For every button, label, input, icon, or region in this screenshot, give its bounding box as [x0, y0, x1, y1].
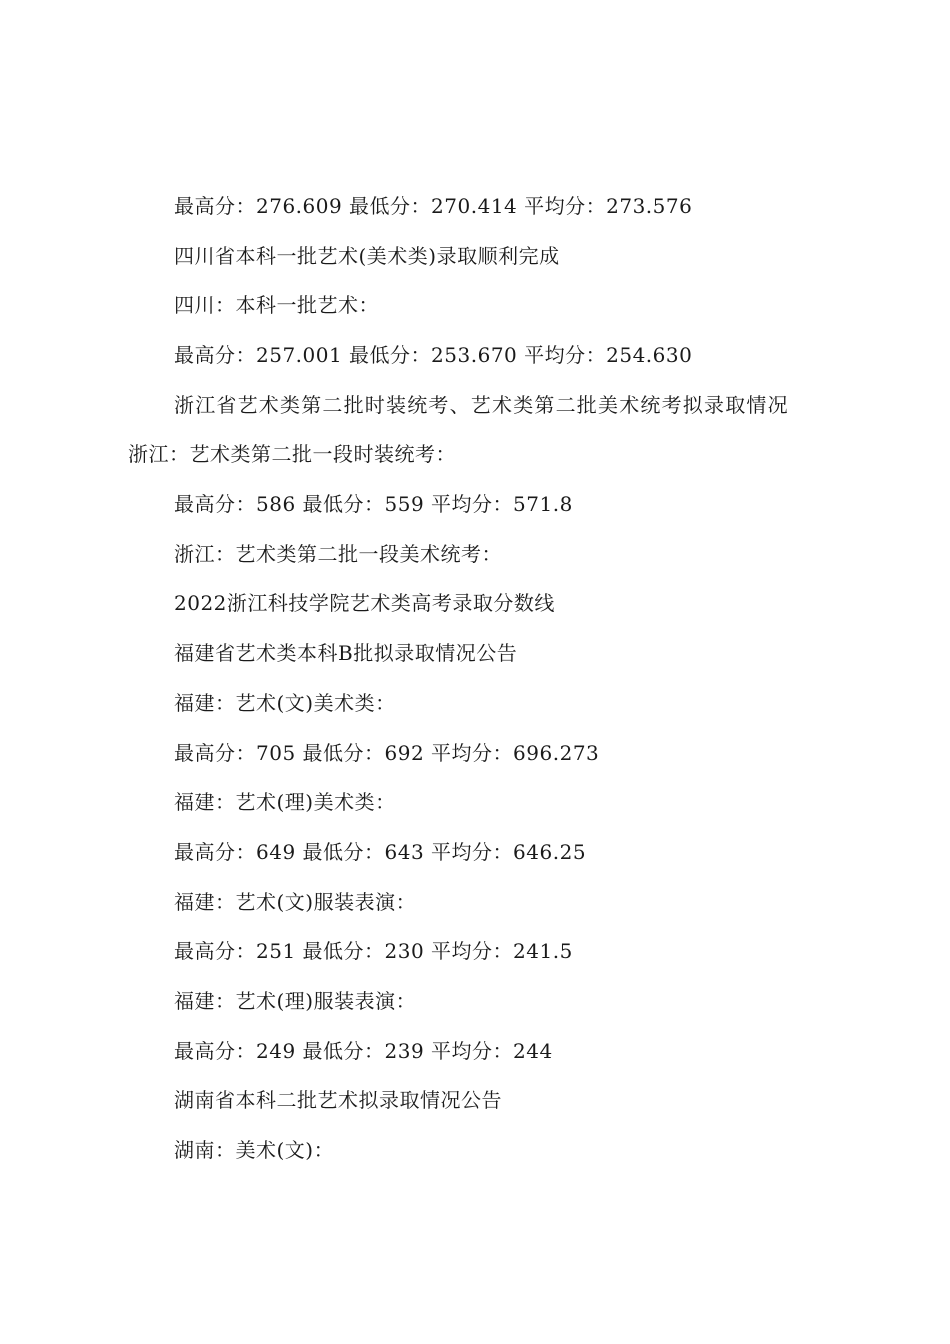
score-line-zhejiang-fashion: 最高分：586 最低分：559 平均分：571.8: [174, 492, 573, 516]
score-line-sichuan-previous: 最高分：276.609 最低分：270.414 平均分：273.576: [174, 194, 693, 218]
heading-fujian-art: 福建省艺术类本科B批拟录取情况公告: [174, 641, 518, 665]
section-label-zhejiang-fashion: 浙江：艺术类第二批一段时装统考：: [128, 442, 456, 466]
section-label-fujian-science-fine-art: 福建：艺术(理)美术类：: [174, 790, 396, 814]
score-line-fujian-arts-fine-art: 最高分：705 最低分：692 平均分：696.273: [174, 741, 600, 765]
heading-zhejiang-art: 浙江省艺术类第二批时装统考、艺术类第二批美术统考拟录取情况: [174, 393, 789, 417]
section-label-fujian-science-fashion: 福建：艺术(理)服装表演：: [174, 989, 417, 1013]
section-label-sichuan: 四川：本科一批艺术：: [174, 293, 379, 317]
section-label-fujian-arts-fashion: 福建：艺术(文)服装表演：: [174, 890, 417, 914]
section-label-zhejiang-fine-art: 浙江：艺术类第二批一段美术统考：: [174, 542, 502, 566]
heading-sichuan-art: 四川省本科一批艺术(美术类)录取顺利完成: [174, 244, 560, 268]
heading-hunan-art: 湖南省本科二批艺术拟录取情况公告: [174, 1088, 502, 1112]
section-label-hunan-fine-art: 湖南：美术(文)：: [174, 1138, 335, 1162]
score-line-fujian-science-fine-art: 最高分：649 最低分：643 平均分：646.25: [174, 840, 587, 864]
score-line-fujian-arts-fashion: 最高分：251 最低分：230 平均分：241.5: [174, 939, 573, 963]
section-label-fujian-arts-fine-art: 福建：艺术(文)美术类：: [174, 691, 396, 715]
heading-zhejiang-university: 2022浙江科技学院艺术类高考录取分数线: [174, 591, 555, 615]
score-line-fujian-science-fashion: 最高分：249 最低分：239 平均分：244: [174, 1039, 553, 1063]
score-line-sichuan: 最高分：257.001 最低分：253.670 平均分：254.630: [174, 343, 693, 367]
